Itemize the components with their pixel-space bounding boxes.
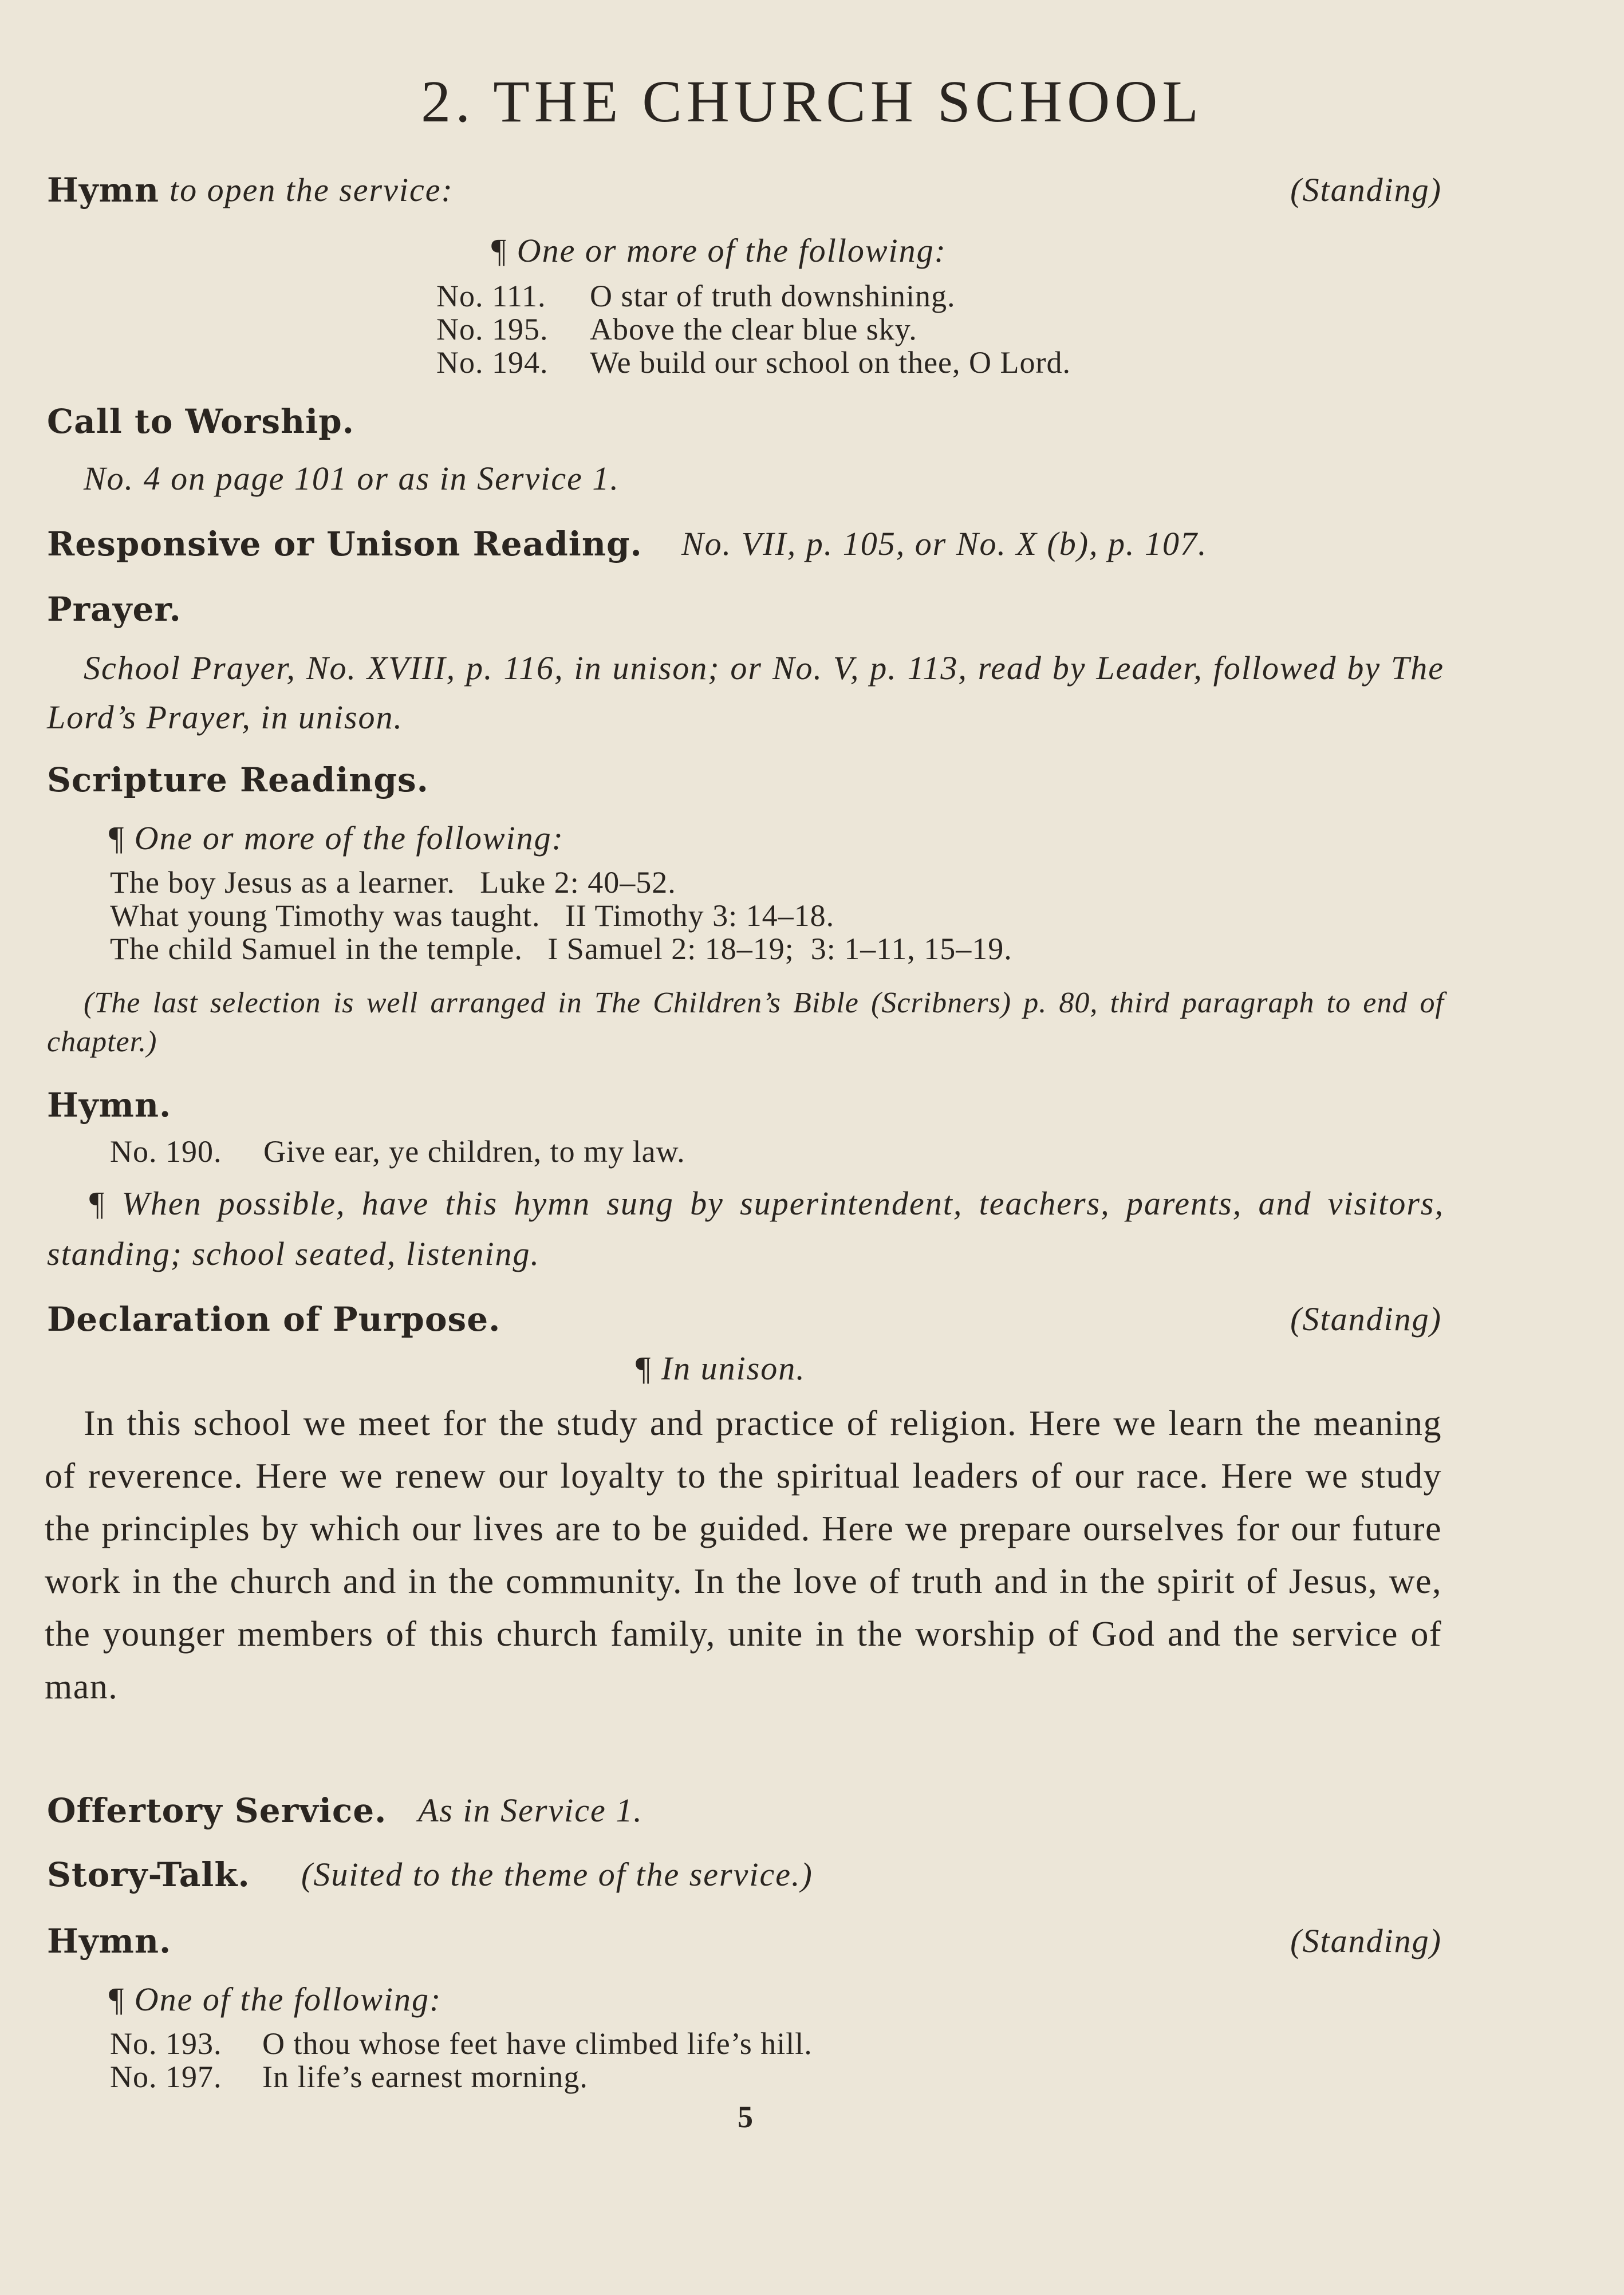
story-talk-detail: (Suited to the theme of the service.) xyxy=(301,1856,813,1893)
hymn-close-note: ¶ One of the following: xyxy=(109,1981,442,2018)
scripture-heading: Scripture Readings. xyxy=(47,760,429,799)
prayer-heading: Prayer. xyxy=(47,590,182,629)
hymn-mid-heading: Hymn. xyxy=(47,1086,172,1125)
hymn-close-no-2: No. 197. xyxy=(110,2060,222,2094)
hymn-mid-text: Give ear, ye children, to my law. xyxy=(263,1134,685,1169)
story-talk-heading: Story-Talk. xyxy=(47,1855,250,1894)
hymn-open-no-3: No. 194. xyxy=(436,345,549,380)
hymn-open-subtitle: to open the service: xyxy=(170,171,454,208)
responsive-heading: Responsive or Unison Reading. xyxy=(47,525,642,563)
hymn-mid-no: No. 190. xyxy=(110,1134,222,1169)
declaration-posture: (Standing) xyxy=(1290,1300,1442,1338)
hymn-open-heading: Hymn xyxy=(47,171,160,210)
hymn-close-posture: (Standing) xyxy=(1290,1922,1442,1959)
scripture-item-2: What young Timothy was taught. II Timothy 3: 14–18. xyxy=(110,898,835,933)
declaration-body: In this school we meet for the study and practice of religion. Here we learn the meaning of reverence. Here we renew our loyalty to the spiritual leaders of our race. Here we study the principles by which our lives are to be guided. Here we prepare ourselves for our future work in the church and in the community. In the love of truth and in the spirit of Jesus, we, the younger members of this church family, unite in the worship of God and the service of man. xyxy=(45,1404,1442,1706)
pilcrow-icon: ¶ xyxy=(89,1185,106,1222)
page-number: 5 xyxy=(738,2100,753,2134)
hymn-open-posture: (Standing) xyxy=(1290,171,1442,208)
hymn-close-text-1: O thou whose feet have climbed life’s hill. xyxy=(262,2026,813,2061)
prayer-detail: School Prayer, No. XVIII, p. 116, in unison; or No. V, p. 113, read by Leader, followed by The Lord’s Prayer, in unison. xyxy=(47,649,1444,736)
call-to-worship-heading: Call to Worship. xyxy=(47,402,354,441)
hymn-open-text-2: Above the clear blue sky. xyxy=(590,312,917,346)
scripture-item-3: The child Samuel in the temple. I Samuel 2: 18–19; 3: 1–11, 15–19. xyxy=(110,932,1012,966)
hymn-open-no-2: No. 195. xyxy=(436,312,549,346)
hymn-close-text-2: In life’s earnest morning. xyxy=(262,2060,588,2094)
pilcrow-icon: ¶ xyxy=(491,232,508,269)
page-title: 2. THE CHURCH SCHOOL xyxy=(421,69,1203,135)
hymn-open-note: ¶ One or more of the following: xyxy=(491,232,947,269)
hymn-close-heading: Hymn. xyxy=(47,1922,172,1961)
declaration-heading: Declaration of Purpose. xyxy=(47,1300,501,1339)
declaration-note: ¶ In unison. xyxy=(636,1350,806,1387)
pilcrow-icon: ¶ xyxy=(109,819,125,857)
pilcrow-icon: ¶ xyxy=(109,1981,125,2018)
scripture-item-1: The boy Jesus as a learner. Luke 2: 40–52. xyxy=(110,865,676,900)
hymn-close-no-1: No. 193. xyxy=(110,2026,222,2061)
pilcrow-icon: ¶ xyxy=(636,1350,652,1387)
responsive-detail: No. VII, p. 105, or No. X (b), p. 107. xyxy=(681,525,1208,562)
call-to-worship-detail: No. 4 on page 101 or as in Service 1. xyxy=(84,460,620,497)
scripture-note: ¶ One or more of the following: xyxy=(109,819,564,857)
scripture-footnote: (The last selection is well arranged in The Children’s Bible (Scribners) p. 80, third paragraph to end of chapter.) xyxy=(47,987,1444,1058)
offertory-detail: As in Service 1. xyxy=(418,1792,643,1829)
hymn-open-text-3: We build our school on thee, O Lord. xyxy=(590,345,1071,380)
offertory-heading: Offertory Service. xyxy=(47,1791,387,1830)
hymn-open-no-1: No. 111. xyxy=(436,279,546,313)
hymn-open-text-1: O star of truth downshining. xyxy=(590,279,956,313)
hymn-mid-note: ¶ When possible, have this hymn sung by superintendent, teachers, parents, and visitors, standing; school seated, listening. xyxy=(47,1185,1445,1272)
